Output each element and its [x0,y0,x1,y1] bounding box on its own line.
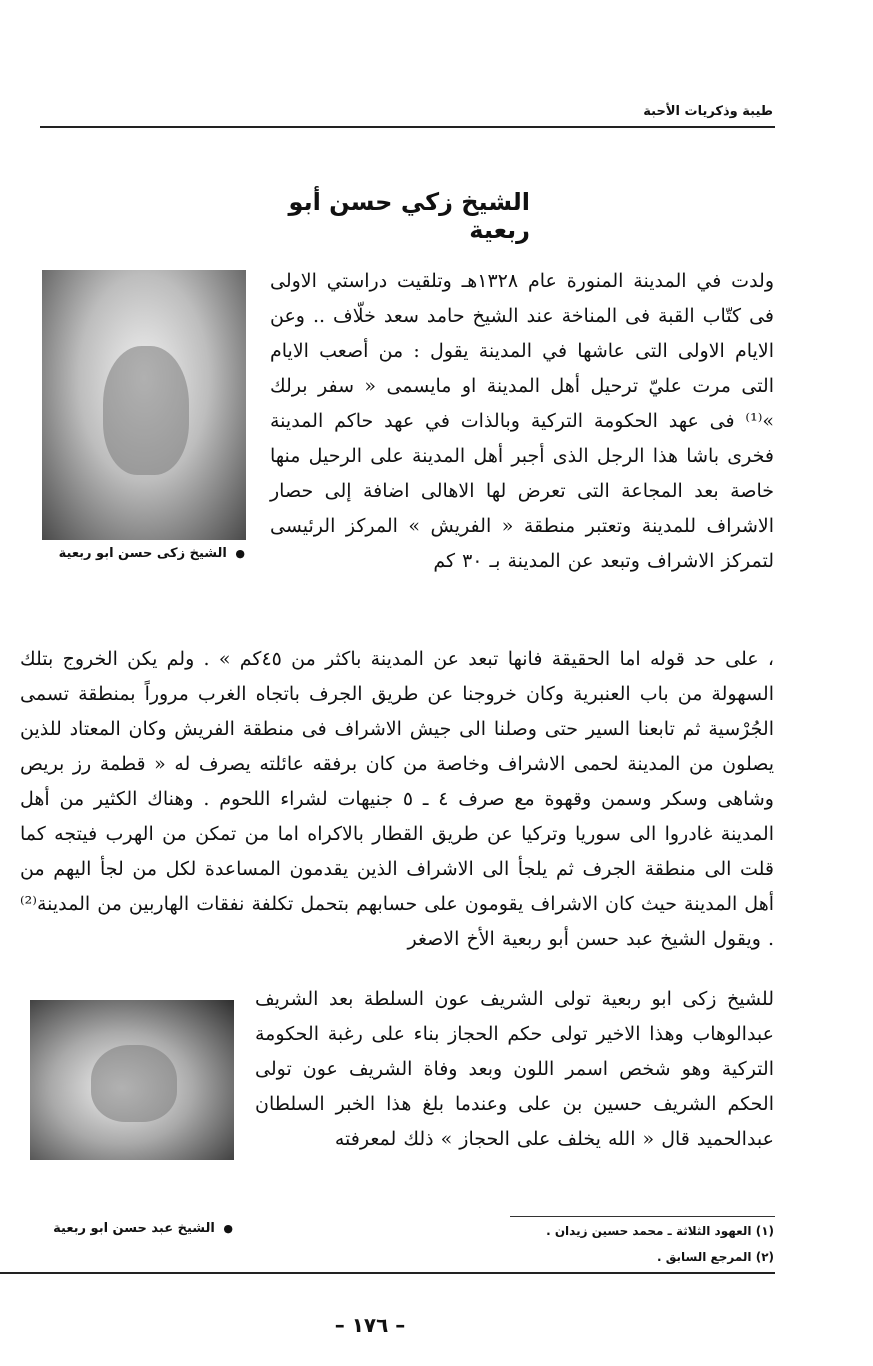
caption-bullet-icon: ● [223,1222,233,1235]
body-paragraph-4: للشيخ زكى ابو ربعية تولى الشريف عون السلطة بعد الشريف عبدالوهاب وهذا الاخير تولى حكم الحجاز بناء على رغبة الحكومة التركية وهو شخص اسمر اللون وبعد وفاة الشريف عون تولى الحكم الشريف حسين بن على وعندما بلغ هذا الخبر السلطان عبدالحميد قال « الله يخلف على الحجاز » ذلك لمعرفته [255,988,774,1150]
portrait-face-shade [103,346,189,476]
caption-text: الشيخ عبد حسن ابو ربعية [53,1221,215,1236]
caption-text: الشيخ زكى حسن ابو ربعية [58,546,227,561]
photo-caption-zaki [40,546,245,561]
portrait-photo-zaki [42,270,246,540]
portrait-photo-abd [30,1000,234,1160]
footnote-divider [510,1216,775,1217]
body-paragraph-2 [20,642,774,982]
footer-divider [0,1272,775,1274]
article-title: الشيخ زكي حسن أبو ربعية [288,188,530,244]
portrait-face-shade [91,1045,177,1122]
caption-bullet-icon: ● [235,547,245,560]
header-divider [40,126,775,128]
photo-caption-abd [28,1221,233,1236]
running-header: طيبة وذكريات الأحبة [643,104,773,119]
footnote-2: (٢) المرجع السابق . [656,1250,774,1264]
body-paragraph-3-text: وهناك الكثير من أهل المدينة غادروا الى سوريا وتركيا عن طريق القطار بالاكراه اما من تمكن من الهرب فيتجه كما قلت الى منطقة الجرف ثم يلجأ الى الاشراف الذين يقدمون المساعدة لكل من لجأ اليهم من أهل المدينة حيث كان الاشراف يقومون على حسابهم بتحمل تكلفة نفقات الهاربين من المدينة⁽²⁾ . ويقول الشيخ عبد حسن أبو ربعية الأخ الاصغر [20,788,774,950]
body-paragraph-1: ولدت في المدينة المنورة عام ١٣٢٨هـ وتلقيت دراستي الاولى فى كتّاب القبة فى المناخة عند الشيخ حامد سعد خلّاف .. وعن الايام الاولى التى عاشها في المدينة يقول : من أصعب الايام التى مرت عليّ ترحيل أهل المدينة او مايسمى « سفر برلك »⁽¹⁾ فى عهد الحكومة التركية وبالذات في عهد حاكم المدينة فخرى باشا هذا الرجل الذى أجبر أهل المدينة على الرحيل منها خاصة بعد المجاعة التى تعرض لها الاهالى اضافة إلى حصار الاشراف للمدينة وتعتبر منطقة « الفريش » المركز الرئيسى لتمركز الاشراف وتبعد عن المدينة بـ ٣٠ كم [270,270,775,572]
body-paragraph-2-text: ، على حد قوله اما الحقيقة فانها تبعد عن المدينة باكثر من ٤٥كم » . ولم يكن الخروج بتلك السهولة من باب العنبرية وكان خروجنا عن طريق الجرف باتجاه الغرب مروراً بمنطقة تسمى الجُرْسية ثم تابعنا السير حتى وصلنا الى جيش الاشراف فى منطقة الفريش وكان المعتاد للذين يصلون من المدينة لحمى الاشراف وخاصة من كان برفقه عائلته يصرف له « قطمة رز بريص وشاهى وسكر وسمن وقهوة مع صرف ٤ ـ ٥ جنيهات لشراء اللحوم . [20,648,774,810]
page-number: – ١٧٦ – [334,1313,406,1337]
footnote-1: (١) العهود الثلاثة ـ محمد حسين زيدان . [546,1224,774,1238]
